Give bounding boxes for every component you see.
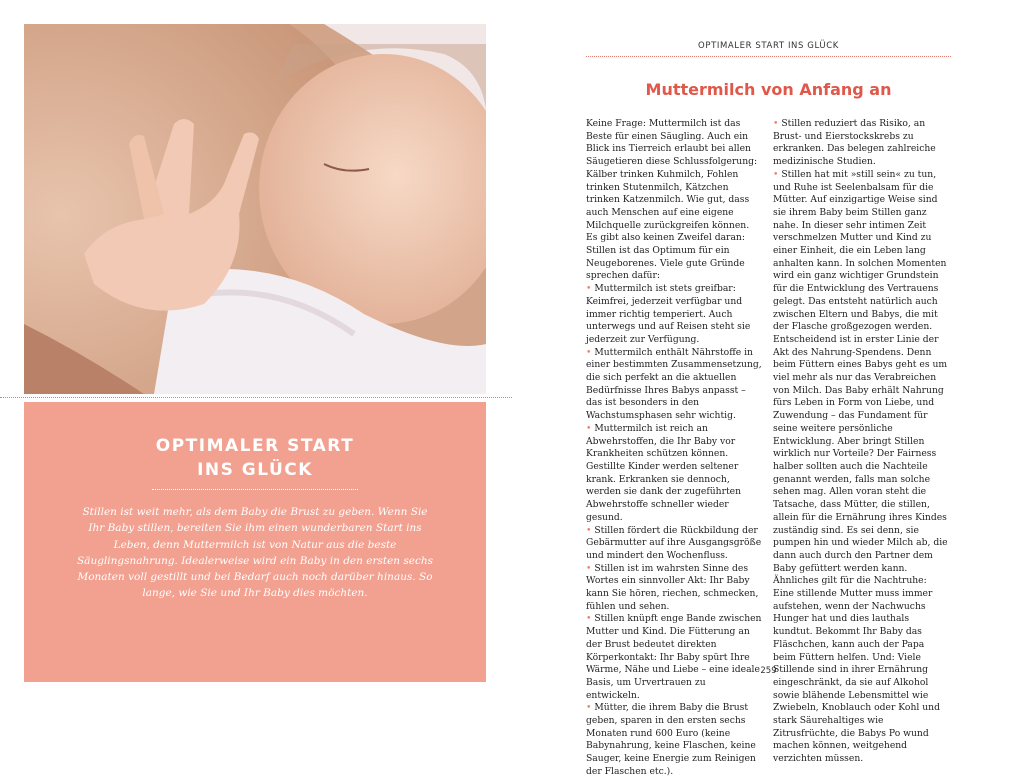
- text-column-left: [586, 118, 762, 779]
- page-number: 259: [760, 666, 777, 676]
- intro-panel: [24, 402, 486, 682]
- panel-divider: [152, 489, 358, 490]
- panel-title: [24, 434, 486, 482]
- list-item-text: Stillen fördert die Rückbildung der Gebärmutter auf ihre Ausgangsgröße und mindert den Wochenfluss.: [586, 524, 762, 561]
- bullet-icon: •: [586, 613, 592, 625]
- bullet-icon: •: [773, 118, 779, 129]
- bullet-icon: •: [586, 524, 592, 536]
- list-item-text: Stillen ist im wahrsten Sinne des Wortes ein sinnvoller Akt: Ihr Baby kann Sie hören, riechen, schmecken, fühlen und sehen.: [586, 562, 759, 612]
- bullet-icon: •: [773, 168, 779, 180]
- breastfeeding-photo: [24, 24, 486, 394]
- bullet-icon: •: [586, 346, 592, 358]
- list-item: [586, 423, 762, 525]
- panel-title-line-1: OPTIMALER START: [155, 436, 355, 456]
- list-item: [586, 613, 762, 702]
- intro-paragraph: Keine Frage: Muttermilch ist das Beste für einen Säugling. Auch ein Blick ins Tierreich erlaubt bei allen Säugetieren diese Schlussfolgerung: Kälber trinken Kuhmilch, Fohlen trinken Stutenmilch, Kätzchen trinken Katzenmilch. Wie gut, dass auch Menschen auf eine eigene Milchquelle zurückgreifen können. Es gibt also keinen Zweifel daran: Stillen ist das Optimum für ein Neugeborenes. Viele gute Gründe sprechen dafür:: [586, 118, 758, 282]
- list-item: [773, 118, 949, 169]
- list-item: [586, 347, 762, 423]
- bullet-icon: •: [586, 422, 592, 434]
- running-head: OPTIMALER START INS GLÜCK: [698, 41, 839, 51]
- list-item-text: Stillen reduziert das Risiko, an Brust- und Eierstockskrebs zu erkranken. Das belegen zahlreiche medizinische Studien.: [773, 118, 936, 168]
- list-item-text: Muttermilch ist reich an Abwehrstoffen, die Ihr Baby vor Krankheiten schützen können. Gestillte Kinder werden seltener krank. Erkranken sie dennoch, werden sie dank der zugeführten Abwehrstoffe schneller wieder gesund.: [586, 422, 742, 523]
- panel-intro-text: Stillen ist weit mehr, als dem Baby die Brust zu geben. Wenn Sie Ihr Baby stillen, bereiten Sie ihm einen wunderbaren Start ins Leben, denn Muttermilch ist von Natur aus die beste Säuglingsnahrung. Idealerweise wird ein Baby in den ersten sechs Monaten voll gestillt und bei Bedarf auch noch darüber hinaus. So lange, wie Sie und Ihr Baby dies möchten.: [76, 506, 434, 600]
- list-item: [586, 525, 762, 563]
- list-item: [773, 169, 949, 766]
- list-item-text: Stillen hat mit »still sein« zu tun, und Ruhe ist Seelenbalsam für die Mütter. Auf einzigartige Weise sind sie ihrem Baby beim Stillen ganz nahe. In dieser sehr intimen Zeit verschmelzen Mutter und Kind zu einer Einheit, die ein Leben lang anhalten kann. In solchen Momenten wird ein ganz wichtiger Grundstein für die Entwicklung des Vertrauens gelegt. Das entsteht natürlich auch zwischen Eltern und Babys, die mit der Flasche großgezogen werden. Entscheidend ist in erster Linie der Akt des Nahrung-Spendens. Denn beim Füttern eines Babys geht es um viel mehr als nur das Verabreichen von Milch. Das Baby erhält Nahrung fürs Leben in Form von Liebe, und Zuwendung – das Fundament für seine weitere persönliche Entwicklung. Aber bringt Stillen wirklich nur Vorteile? Der Fairness halber sollten auch die Nachteile genannt werden, falls man solche sehen mag. Allen voran steht die Tatsache, dass Mütter, die stillen, allein für die Ernährung ihres Kindes zuständig sind. Es sei denn, sie pumpen hin und wieder Milch ab, die dann auch durch den Partner dem Baby gefüttert werden kann. Ähnliches gilt für die Nachtruhe: Eine stillende Mutter muss immer aufstehen, wenn der Nachwuchs Hunger hat und dies lauthals kundtut. Bekommt Ihr Baby das Fläschchen, kann auch der Papa beim Füttern helfen. Und: Viele Stillende sind in ihrer Ernährung eingeschränkt, da sie auf Alkohol sowie blähende Lebensmittel wie Zwiebeln, Knoblauch oder Kohl und stark Säurehaltiges wie Zitrusfrüchte, die Babys Po wund machen können, weitgehend verzichten müssen.: [773, 168, 948, 765]
- list-item-text: Stillen knüpft enge Bande zwischen Mutter und Kind. Die Fütterung an der Brust bedeutet direkten Körperkontakt: Ihr Baby spürt Ihre Wärme, Nähe und Liebe – eine ideale Basis, um Urvertrauen zu entwickeln.: [586, 613, 762, 701]
- panel-title-line-2: INS GLÜCK: [197, 460, 313, 480]
- article-title: Muttermilch von Anfang an: [645, 80, 892, 99]
- bullet-icon: •: [586, 283, 592, 295]
- bullet-icon: •: [586, 562, 592, 574]
- list-item: [586, 702, 762, 778]
- list-item-text: Muttermilch enthält Nährstoffe in einer bestimmten Zusammensetzung, die sich perfekt an die aktuellen Bedürfnisse Ihres Babys anpasst – das ist besonders in den Wachstumsphasen sehr wichtig.: [586, 346, 762, 422]
- list-item: [586, 283, 762, 347]
- list-item-text: Mütter, die ihrem Baby die Brust geben, sparen in den ersten sechs Monaten rund 600 Euro (keine Babynahrung, keine Flaschen, keine Sauger, keine Energie zum Reinigen der Flaschen etc.).: [586, 702, 756, 777]
- photo-separator: [0, 397, 512, 398]
- photo-illustration: [24, 24, 486, 394]
- running-head-divider: [586, 56, 951, 57]
- bullet-icon: •: [586, 702, 592, 714]
- list-item: [586, 563, 762, 614]
- list-item-text: Muttermilch ist stets greifbar: Keimfrei, jederzeit verfügbar und immer richtig temperiert. Auch unterwegs und auf Reisen steht sie jederzeit zur Verfügung.: [586, 283, 751, 345]
